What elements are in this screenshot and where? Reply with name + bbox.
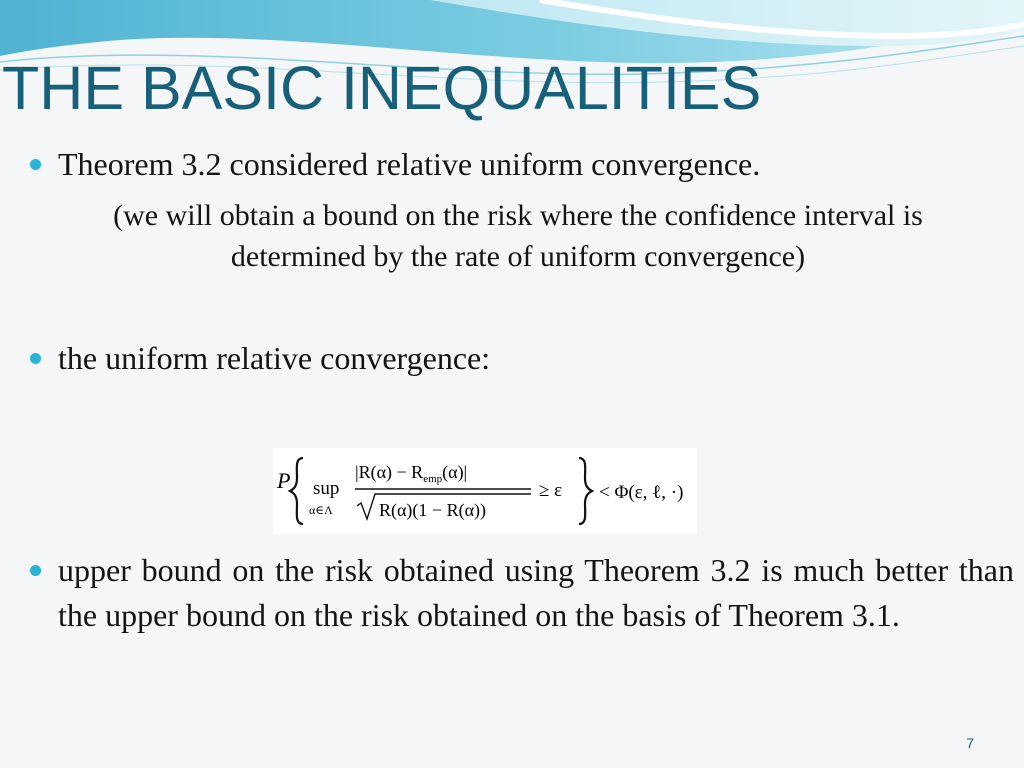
- formula-numerator: $|R(\alpha) - R_{emp}(\alpha)|$: [355, 462, 468, 485]
- bullet-dot-icon: [30, 353, 41, 364]
- bullet-text: upper bound on the risk obtained using Theorem 3.2 is much better than the upper bound on the risk obtained on the basis of Theorem 3.1.: [58, 552, 1014, 633]
- slide-title: THE BASIC INEQUALITIES: [2, 54, 762, 122]
- right-brace-icon: [579, 458, 592, 524]
- bullet-item: [30, 548, 1014, 638]
- bullet-item: [30, 336, 1014, 381]
- formula-sup: sup: [313, 478, 340, 499]
- formula-geq: ≥ ε: [539, 480, 563, 501]
- formula-p: P: [277, 468, 291, 493]
- parenthetical-line: determined by the rate of uniform convergence): [230, 240, 806, 273]
- formula-rhs: < Φ(ε, ℓ, ·): [599, 482, 684, 503]
- bullet-dot-icon: [30, 159, 41, 170]
- relative-convergence-formula: [273, 448, 697, 534]
- parenthetical-note: [20, 195, 1016, 277]
- bullet-dot-icon: [30, 565, 41, 576]
- left-brace-icon: [290, 458, 303, 524]
- bullet-text: Theorem 3.2 considered relative uniform convergence.: [58, 146, 761, 182]
- formula-subscript: α∈Λ: [309, 503, 333, 517]
- parenthetical-line: (we will obtain a bound on the risk where the confidence interval is: [113, 199, 923, 232]
- formula-image: [273, 448, 697, 534]
- bullet-text: the uniform relative convergence:: [58, 340, 491, 376]
- page-number: 7: [966, 735, 974, 751]
- bullet-item: [30, 142, 1014, 187]
- formula-denominator: R(α)(1 − R(α)): [379, 500, 486, 520]
